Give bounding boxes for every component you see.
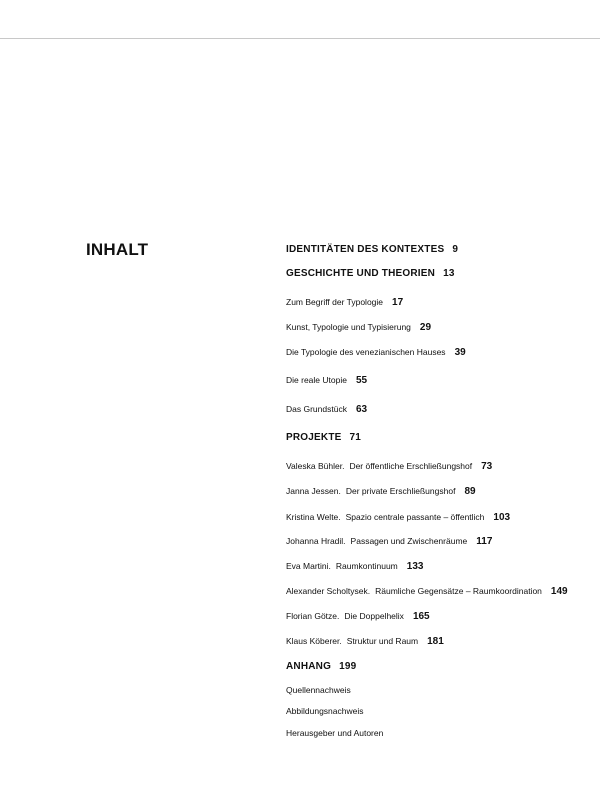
toc-entry-title: Spazio centrale passante – öffentlich [345,512,485,522]
toc-page-number: 63 [355,404,368,415]
toc-page-number: 199 [339,661,357,672]
toc-section-title: ANHANG [286,661,332,672]
toc-entry [286,586,568,597]
toc-entry-title: Kunst, Typologie und Typisierung [286,322,411,332]
toc-page-number: 117 [476,536,493,547]
toc-entry [286,461,492,472]
toc-entry [286,512,510,523]
toc-page-number: 29 [419,322,432,333]
toc-entry-author: Kristina Welte. [286,512,341,522]
toc-entry [286,347,466,358]
toc-entry [286,322,431,333]
toc-entry-author: Valeska Bühler. [286,461,345,471]
toc-entry-title: Quellennachweis [286,685,351,695]
toc-entry-title: Räumliche Gegensätze – Raumkoordination [375,586,542,596]
toc-page-number: 181 [427,636,444,647]
toc-entry-title: Abbildungsnachweis [286,706,364,716]
toc-entry [286,375,367,386]
toc-section-title: GESCHICHTE UND THEORIEN [286,268,436,279]
toc-entry-author: Eva Martini. [286,561,331,571]
toc-page-number: 9 [452,244,459,255]
toc-entry-title: Der öffentliche Erschließungshof [349,461,473,471]
toc-section-projekte [286,432,361,443]
toc-page-number: 13 [443,268,455,279]
toc-entry-title: Zum Begriff der Typologie [286,297,384,307]
toc-page-number: 103 [493,512,511,523]
toc-entry-author: Klaus Köberer. [286,636,342,646]
toc-section-title: PROJEKTE [286,432,342,443]
toc-entry [286,611,430,622]
toc-section-title: IDENTITÄTEN DES KONTEXTES [286,244,445,255]
toc-entry-author: Janna Jessen. [286,486,341,496]
toc-entry-title: Das Grundstück [286,404,347,414]
toc-page-number: 55 [355,375,368,386]
toc-entry [286,536,492,547]
toc-page-number: 39 [454,347,466,358]
toc-entry [286,636,444,647]
toc-appendix-item [286,706,364,716]
toc-entry-title: Der private Erschließungshof [345,486,456,496]
toc-entry-author: Florian Götze. [286,611,340,621]
toc-entry-author: Alexander Scholtysek. [286,586,371,596]
toc-page-number: 133 [406,561,424,572]
top-rule [0,38,600,39]
toc-section-geschichte [286,268,455,279]
toc-page-number: 71 [349,432,362,443]
toc-page-number: 17 [392,297,404,308]
toc-entry-title: Raumkontinuum [335,561,398,571]
toc-page-number: 89 [464,486,476,497]
toc-page-number: 149 [550,586,568,597]
toc-entry-title: Herausgeber und Autoren [286,728,384,738]
toc-entry-author: Johanna Hradil. [286,536,346,546]
toc-section-anhang [286,661,356,672]
toc-page-number: 165 [412,611,430,622]
toc-entry-title: Passagen und Zwischenräume [350,536,468,546]
toc-appendix-item [286,685,351,695]
toc-entry [286,404,367,415]
toc-entry-title: Die Doppelhelix [344,611,404,621]
page-title: INHALT [86,240,149,259]
toc-appendix-item [286,728,383,738]
toc-entry-title: Struktur und Raum [346,636,419,646]
toc-page-number: 73 [481,461,493,472]
toc-entry [286,297,403,308]
toc-entry [286,486,476,497]
toc-entry-title: Die reale Utopie [286,375,347,385]
toc-section-identitaeten [286,244,458,255]
toc-entry [286,561,423,572]
toc-entry-title: Die Typologie des venezianischen Hauses [286,347,446,357]
